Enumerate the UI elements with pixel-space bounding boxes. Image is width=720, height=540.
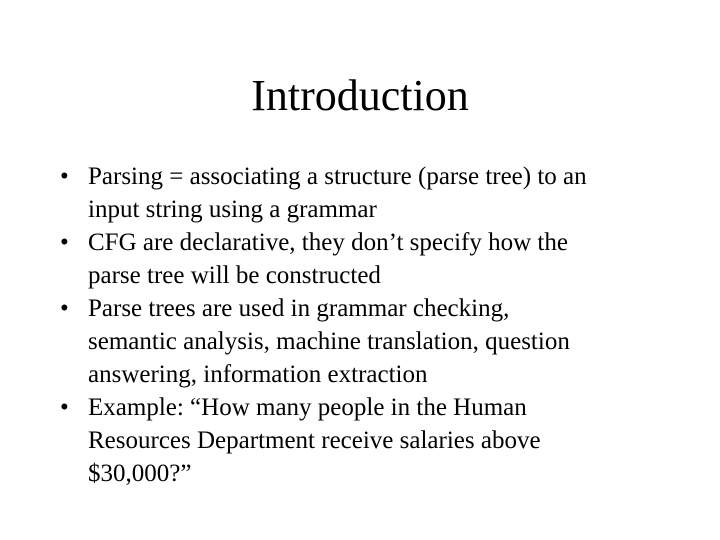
bullet-item xyxy=(56,292,676,391)
bullet-text-line: parse tree will be constructed xyxy=(88,262,381,289)
bullet-marker: • xyxy=(60,163,69,190)
bullet-text-line: Example: “How many people in the Human xyxy=(88,394,527,421)
bullet-text-line: $30,000?” xyxy=(88,460,192,487)
bullet-text-line: input string using a grammar xyxy=(88,196,377,223)
bullet-text-line: Parse trees are used in grammar checking, xyxy=(88,295,510,322)
bullet-marker: • xyxy=(60,394,69,421)
bullet-marker: • xyxy=(60,229,69,256)
bullet-text-line: Parsing = associating a structure (parse tree) to an xyxy=(88,163,587,190)
bullet-item xyxy=(56,226,676,292)
bullet-text-line: answering, information extraction xyxy=(88,361,428,388)
bullet-item xyxy=(56,160,676,226)
bullet-text-line: semantic analysis, machine translation, question xyxy=(88,328,570,355)
bullet-text-line: Resources Department receive salaries above xyxy=(88,427,541,454)
bullet-marker: • xyxy=(60,295,69,322)
slide-title: Introduction xyxy=(251,71,469,120)
bullet-item xyxy=(56,391,676,490)
bullet-text-line: CFG are declarative, they don’t specify how the xyxy=(88,229,568,256)
bullet-list xyxy=(56,160,676,490)
